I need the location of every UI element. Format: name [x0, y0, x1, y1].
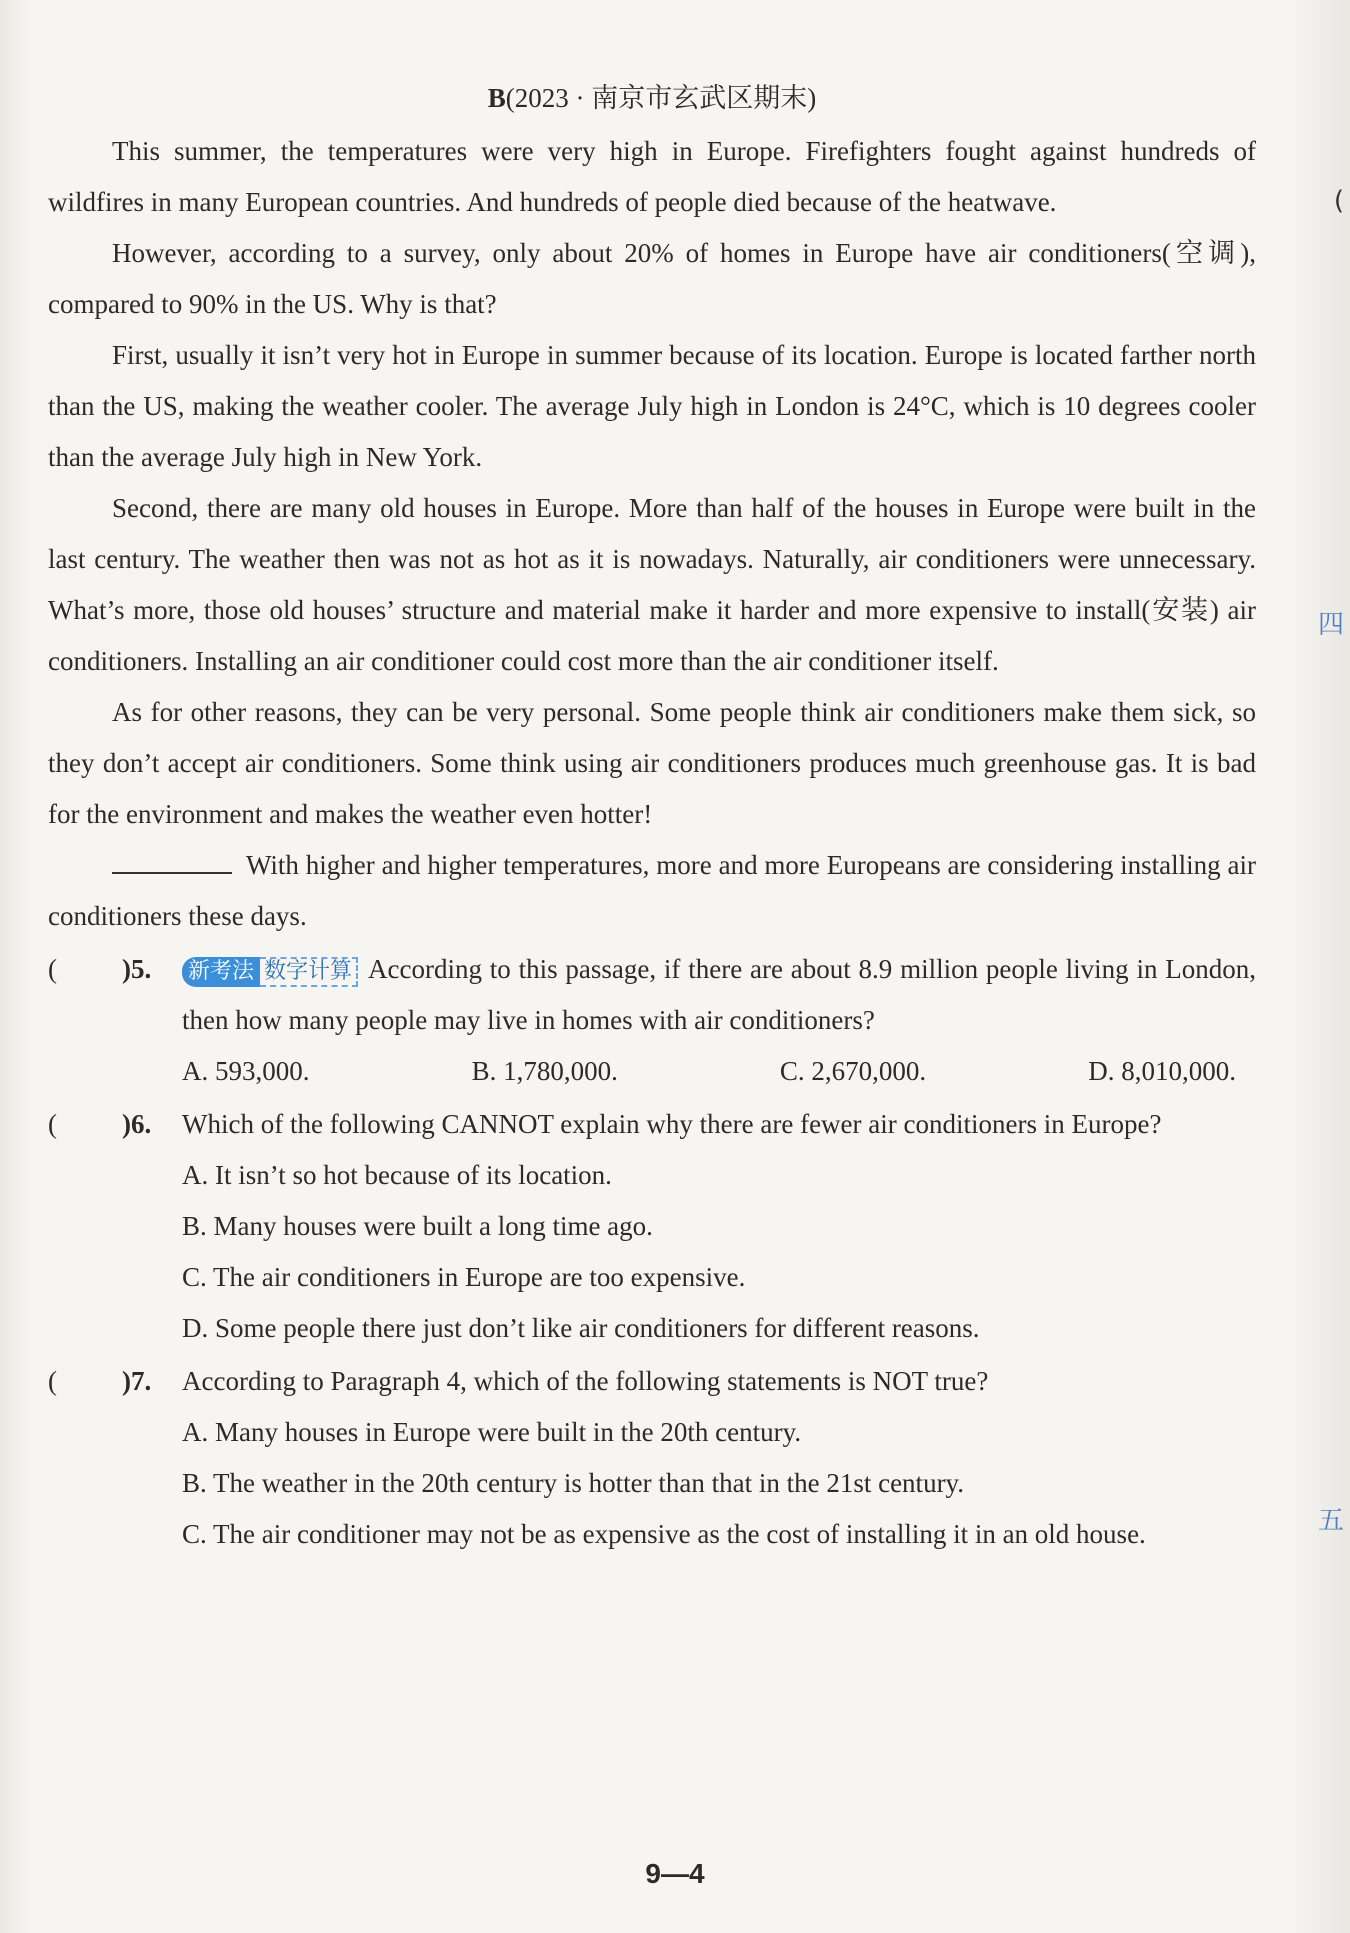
- question-stem: [182, 944, 1256, 1046]
- paragraph-5: As for other reasons, they can be very personal. Some people think air conditioners make them sick, so they don’t accept air conditioners. Some think using air conditioners produces much greenhouse gas. It is bad for the environment and makes the weather even hotter!: [48, 697, 1256, 829]
- new-method-badge: 新考法: [182, 957, 260, 987]
- question-6: [48, 1099, 1256, 1354]
- section-letter: B: [487, 83, 506, 113]
- question-text: Which of the following CANNOT explain why there are fewer air conditioners in Europe?: [182, 1109, 1162, 1139]
- paragraph-4: Second, there are many old houses in Europe. More than half of the houses in Europe were built in the last century. The weather then was not as hot as it is nowadays. Naturally, air conditioners were unnecessary. What’s more, those old houses’ structure and material make it harder and more expensive to install(安装) air conditioners. Installing an air conditioner could cost more than the air conditioner itself.: [48, 493, 1256, 676]
- question-number: )6.: [122, 1109, 152, 1139]
- option-a[interactable]: A. Many houses in Europe were built in the 20th century.: [182, 1417, 802, 1447]
- question-5: [48, 944, 1256, 1097]
- answer-paren[interactable]: (: [48, 1366, 57, 1396]
- calculation-badge: 数字计算: [260, 957, 358, 987]
- answer-paren[interactable]: (: [48, 1109, 57, 1139]
- edge-mark: 四: [1317, 610, 1344, 640]
- paragraph-2: However, according to a survey, only about 20% of homes in Europe have air conditioners(空调), compared to 90% in the US. Why is that?: [48, 238, 1256, 319]
- option-c[interactable]: C. 2,670,000.: [779, 1056, 927, 1086]
- page-number: 9—4: [645, 1858, 705, 1889]
- paragraph-6: [48, 840, 1256, 942]
- question-7: [48, 1356, 1256, 1560]
- section-title: [48, 78, 1256, 118]
- document-body: [48, 78, 1256, 1560]
- question-number: )5.: [122, 954, 152, 984]
- paragraph-3: First, usually it isn’t very hot in Europe in summer because of its location. Europe is located farther north than the US, making the weather cooler. The average July high in London is 24°C, which is 10 degrees cooler than the average July high in New York.: [48, 340, 1256, 472]
- option-d[interactable]: D. 8,010,000.: [1088, 1056, 1236, 1086]
- paragraph-6-text: With higher and higher temperatures, more and more Europeans are considering installing air conditioners these days.: [48, 850, 1256, 931]
- option-b[interactable]: B. 1,780,000.: [471, 1056, 618, 1086]
- option-a[interactable]: A. 593,000.: [182, 1056, 310, 1086]
- option-a[interactable]: A. It isn’t so hot because of its location.: [182, 1160, 612, 1190]
- edge-mark: 五: [1317, 1506, 1344, 1536]
- options-row: [182, 1046, 1256, 1097]
- section-source: (2023 · 南京市玄武区期末): [505, 83, 817, 113]
- answer-blank[interactable]: [112, 846, 232, 874]
- option-d[interactable]: D. Some people there just don’t like air conditioners for different reasons.: [182, 1313, 980, 1343]
- edge-mark: (: [1333, 186, 1344, 216]
- answer-paren[interactable]: (: [48, 954, 57, 984]
- option-b[interactable]: B. The weather in the 20th century is hotter than that in the 21st century.: [182, 1468, 965, 1498]
- option-c[interactable]: C. The air conditioners in Europe are too expensive.: [182, 1262, 746, 1292]
- paragraph-1: This summer, the temperatures were very high in Europe. Firefighters fought against hundreds of wildfires in many European countries. And hundreds of people died because of the heatwave.: [48, 136, 1256, 217]
- question-text: According to this passage, if there are about 8.9 million people living in London, then how many people may live in homes with air conditioners?: [182, 954, 1256, 1035]
- question-number: )7.: [122, 1366, 152, 1396]
- question-text: According to Paragraph 4, which of the following statements is NOT true?: [182, 1366, 989, 1396]
- option-c[interactable]: C. The air conditioner may not be as expensive as the cost of installing it in an old house.: [182, 1519, 1146, 1549]
- option-b[interactable]: B. Many houses were built a long time ago.: [182, 1211, 653, 1241]
